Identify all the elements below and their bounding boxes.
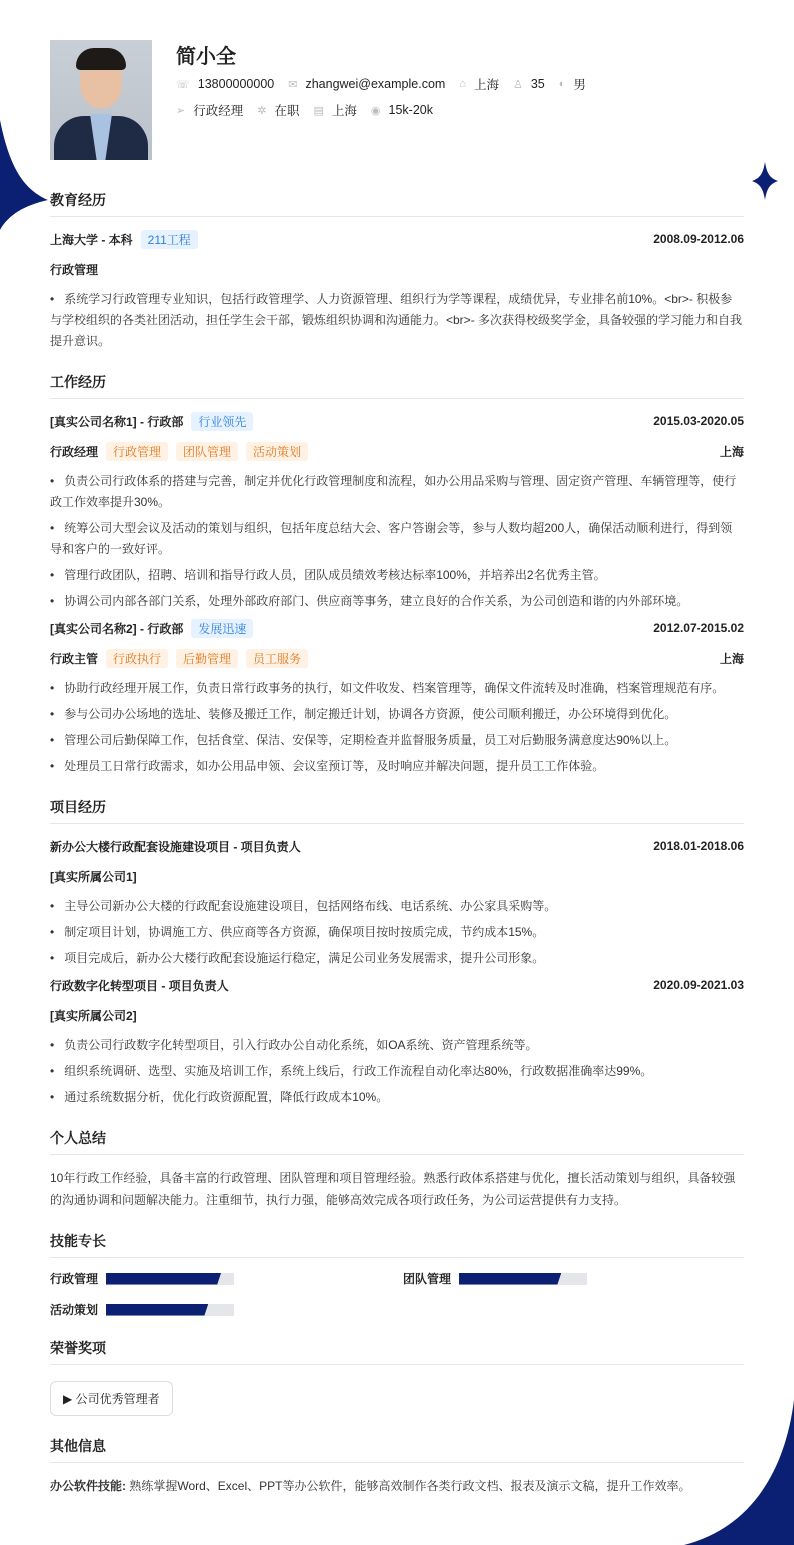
skill-tag: 后勤管理 xyxy=(176,649,238,668)
list-item: • 主导公司新办公大楼的行政配套设施建设项目，包括网络布线、电话系统、办公家具采购等。 xyxy=(50,896,744,917)
other-label: 办公软件技能: xyxy=(50,1479,126,1493)
other-text: 熟练掌握Word、Excel、PPT等办公软件，能够高效制作各类行政文档、报表及演示文稿，提升工作效率。 xyxy=(129,1479,691,1493)
home-icon: ⌂ xyxy=(459,78,466,90)
age-icon: ♙ xyxy=(512,78,523,91)
status: 在职 xyxy=(274,104,300,118)
skill-bar xyxy=(106,1273,234,1285)
gender-icon: ◐ xyxy=(558,78,566,90)
list-item: • 负责公司行政体系的搭建与完善，制定并优化行政管理制度和流程，如办公用品采购与管理、固定资产管理、车辆管理等，使行政工作效率提升30%。 xyxy=(50,471,744,513)
section-title: 教育经历 xyxy=(50,190,744,217)
phone-icon: ☏ xyxy=(176,78,190,91)
list-item: • 参与公司办公场地的选址、装修及搬迁工作，制定搬迁计划，协调各方资源，使公司顺利搬迁，办公环境得到优化。 xyxy=(50,704,744,725)
candidate-name: 简小全 xyxy=(176,46,236,68)
list-item: • 制定项目计划，协调施工方、供应商等各方资源，确保项目按时按质完成，节约成本15%。 xyxy=(50,922,744,943)
date: 2015.03-2020.05 xyxy=(653,414,744,428)
triangle-icon: ▶ xyxy=(63,1392,76,1406)
summary-text: 10年行政工作经验，具备丰富的行政管理、团队管理和项目管理经验。熟悉行政体系搭建与优化，擅长活动策划与组织，具备较强的沟通协调和问题解决能力。注重细节，执行力强，能够高效完成各项行政任务，为公司运营提供有力支持。 xyxy=(50,1171,736,1207)
email-icon: ✉ xyxy=(288,78,298,91)
project-entry xyxy=(50,836,744,969)
skill-bar-fill xyxy=(459,1273,561,1285)
skill-tag: 活动策划 xyxy=(246,442,308,461)
building-icon: ▤ xyxy=(313,104,324,117)
decorative-left-curve xyxy=(0,120,50,230)
skill-name: 团队管理 xyxy=(403,1272,452,1286)
list-item: • 管理公司后勤保障工作，包括食堂、保洁、安保等，定期检查并监督服务质量，员工对后勤服务满意度达90%以上。 xyxy=(50,730,744,751)
avatar-photo xyxy=(50,40,152,160)
city: 上海 xyxy=(473,78,499,92)
job-entry xyxy=(50,618,744,777)
skill-item xyxy=(403,1270,703,1287)
section-title: 荣誉奖项 xyxy=(50,1338,744,1365)
section-title: 个人总结 xyxy=(50,1128,744,1155)
other-section xyxy=(50,1436,744,1497)
skill-tag: 员工服务 xyxy=(246,649,308,668)
school: 上海大学 - 本科 xyxy=(50,232,133,247)
date: 2012.07-2015.02 xyxy=(653,621,744,635)
project-name: 行政数字化转型项目 - 项目负责人 xyxy=(50,978,229,993)
section-title: 技能专长 xyxy=(50,1231,744,1258)
list-item: • 系统学习行政管理专业知识，包括行政管理学、人力资源管理、组织行为学等课程，成绩优异，专业排名前10%。<br>- 积极参与学校组织的各类社团活动，担任学生会干部，锻炼组织协调和沟通能力。<br>- 多次获得校级奖学金，具备较强的学习能力和自我提升意识。 xyxy=(50,289,744,352)
job-entry xyxy=(50,411,744,612)
list-item: • 项目完成后，新办公大楼行政配套设施运行稳定，满足公司业务发展需求，提升公司形象。 xyxy=(50,948,744,969)
project-entry xyxy=(50,975,744,1108)
section-title: 项目经历 xyxy=(50,797,744,824)
skill-name: 活动策划 xyxy=(50,1303,99,1317)
school-tag: 211工程 xyxy=(141,230,198,249)
city: 上海 xyxy=(719,651,744,666)
project-company: [真实所属公司2] xyxy=(50,1008,137,1023)
work-section xyxy=(50,372,744,777)
skill-bar-fill xyxy=(106,1304,208,1316)
date: 2008.09-2012.06 xyxy=(653,232,744,246)
list-item: • 处理员工日常行政需求，如办公用品申领、会议室预订等，及时响应并解决问题，提升员工工作体验。 xyxy=(50,756,744,777)
salary-icon: ◉ xyxy=(370,104,381,117)
skill-tag: 行政执行 xyxy=(106,649,168,668)
award-item: ▶ 公司优秀管理者 xyxy=(50,1381,173,1416)
list-item: • 负责公司行政数字化转型项目，引入行政办公自动化系统，如OA系统、资产管理系统等。 xyxy=(50,1035,744,1056)
email: zhangwei@example.com xyxy=(305,77,446,91)
date: 2020.09-2021.03 xyxy=(653,978,744,992)
status-icon: ✲ xyxy=(257,104,267,117)
date: 2018.01-2018.06 xyxy=(653,839,744,853)
skill-item xyxy=(50,1270,403,1287)
gender: 男 xyxy=(573,78,586,92)
company: [真实公司名称1] - 行政部 xyxy=(50,414,184,429)
company: [真实公司名称2] - 行政部 xyxy=(50,621,184,636)
project-company: [真实所属公司1] xyxy=(50,869,137,884)
awards-section xyxy=(50,1338,744,1416)
city: 上海 xyxy=(719,444,744,459)
education-section xyxy=(50,190,744,352)
list-item: • 协助行政经理开展工作，负责日常行政事务的执行，如文件收发、档案管理等，确保文件流转及时准确，档案管理规范有序。 xyxy=(50,678,744,699)
list-item: • 管理行政团队，招聘、培训和指导行政人员，团队成员绩效考核达标率100%，并培养出2名优秀主管。 xyxy=(50,565,744,586)
section-title: 其他信息 xyxy=(50,1436,744,1463)
list-item: • 统筹公司大型会议及活动的策划与组织，包括年度总结大会、客户答谢会等，参与人数均超200人，确保活动顺利进行，得到领导和客户的一致好评。 xyxy=(50,518,744,560)
list-item: • 通过系统数据分析，优化行政资源配置，降低行政成本10%。 xyxy=(50,1087,744,1108)
company-tag: 发展迅速 xyxy=(191,619,253,638)
age: 35 xyxy=(530,77,545,91)
major: 行政管理 xyxy=(50,262,99,277)
skill-item xyxy=(50,1301,403,1318)
role: 行政主管 xyxy=(50,651,99,666)
list-item: • 组织系统调研、选型、实施及培训工作，系统上线后，行政工作流程自动化率达80%，行政数据准确率达99%。 xyxy=(50,1061,744,1082)
skill-tag: 行政管理 xyxy=(106,442,168,461)
company-tag: 行业领先 xyxy=(191,412,253,431)
phone: 13800000000 xyxy=(197,77,275,91)
role: 行政经理 xyxy=(50,444,99,459)
skills-section xyxy=(50,1231,744,1318)
skill-name: 行政管理 xyxy=(50,1272,99,1286)
skill-bar xyxy=(106,1304,234,1316)
location: 上海 xyxy=(331,104,357,118)
section-title: 工作经历 xyxy=(50,372,744,399)
skill-bar xyxy=(459,1273,587,1285)
project-section xyxy=(50,797,744,1108)
salary: 15k-20k xyxy=(388,103,433,117)
position: 行政经理 xyxy=(193,104,244,118)
star-icon xyxy=(752,162,778,200)
list-item: • 协调公司内部各部门关系，处理外部政府部门、供应商等事务，建立良好的合作关系，为公司创造和谐的内外部环境。 xyxy=(50,591,744,612)
send-icon: ➢ xyxy=(176,104,186,117)
summary-section xyxy=(50,1128,744,1211)
project-name: 新办公大楼行政配套设施建设项目 - 项目负责人 xyxy=(50,839,301,854)
skill-bar-fill xyxy=(106,1273,221,1285)
skill-tag: 团队管理 xyxy=(176,442,238,461)
